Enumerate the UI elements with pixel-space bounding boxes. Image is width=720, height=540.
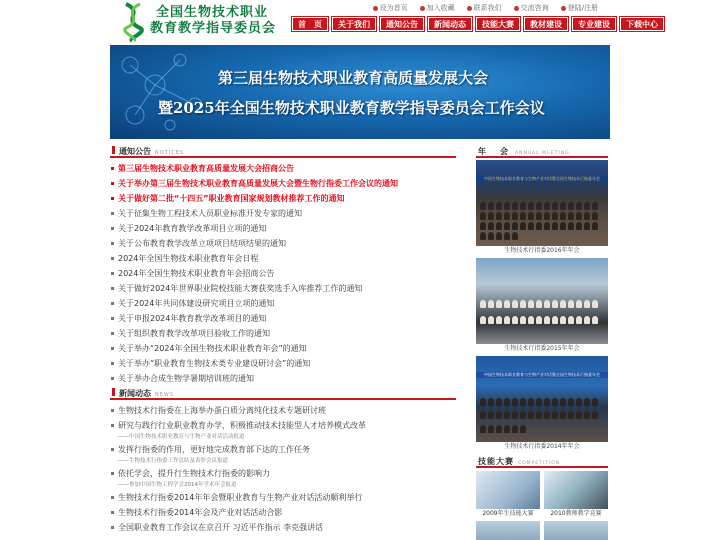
site-title[interactable] <box>150 5 276 37</box>
skills-gallery <box>476 471 608 519</box>
contact-us-link[interactable]: 联系我们 <box>467 3 502 13</box>
news-item[interactable]: 发挥行指委的作用，更好地完成教育部下达的工作任务 <box>110 442 456 457</box>
section-marker-icon <box>112 146 115 154</box>
notice-item[interactable]: 关于2024年共同体建设研究项目立项的通知 <box>110 296 456 311</box>
notice-item[interactable]: 关于2024年教育教学改革项目立项的通知 <box>110 221 456 236</box>
annual-header <box>476 146 608 158</box>
photo-banner-text: 中国生物技术职业教育与生物产业对话暨全国生物技术行指委年会 <box>476 176 608 182</box>
photo-banner-text: 中国生物技术职业教育与生物产业对话暨全国生物技术行指委年会 <box>476 372 608 378</box>
skill-caption: 2010教师教学竞赛 <box>550 510 602 517</box>
skill-item[interactable] <box>544 471 608 519</box>
site-title-line2: 教育教学指导委员会 <box>150 21 277 36</box>
audience-decoration <box>480 202 604 240</box>
molecule-decoration-icon <box>110 45 230 139</box>
nav-downloads[interactable]: 下载中心 <box>620 17 664 31</box>
nav-competition[interactable]: 技能大赛 <box>476 17 520 31</box>
notice-item[interactable]: 2024年全国生物技术职业教育年会招商公告 <box>110 266 456 281</box>
news-item-subtitle: ——生物技术行指委工作总结及表彰会议报道 <box>118 458 229 464</box>
annual-subtitle: ANNUAL MEETING <box>515 151 570 156</box>
bullet-icon <box>561 6 566 11</box>
news-item[interactable]: 研究与践行行业职业教育办学，积极推动技术技能型人才培养模式改革 <box>110 418 456 433</box>
hero-banner[interactable] <box>110 45 610 139</box>
notice-item[interactable]: 关于举办“2024年全国生物技术职业教育年会”的通知 <box>110 341 456 356</box>
banner-headline-2: 暨2025年全国生物技术职业教育教学指导委员会工作会议 <box>158 99 545 117</box>
skills-title[interactable]: 技能大赛 <box>478 457 514 466</box>
skill-photo <box>544 471 608 509</box>
site-container <box>110 0 658 540</box>
news-subtitle: NEWS <box>155 392 175 398</box>
notice-item[interactable]: 2024年全国生物技术职业教育年会日程 <box>110 251 456 266</box>
annual-photo-2014[interactable] <box>476 356 608 442</box>
site-title-line1: 全国生物技术职业 <box>156 5 269 20</box>
notice-item[interactable]: 关于举办合成生物学暑期培训班的通知 <box>110 371 456 386</box>
news-item[interactable]: 全国职业教育工作会议在京召开 习近平作指示 李克强讲话 <box>110 520 456 535</box>
annual-title[interactable]: 年 会 <box>478 147 511 156</box>
news-item-subtitle: ——参加中国生物工程学会2014年学术年会报道 <box>118 482 237 488</box>
site-header <box>110 0 658 44</box>
news-item[interactable]: 生物技术行指委2014年会及产业对话活动合影 <box>110 505 456 520</box>
skills-gallery-row2 <box>476 521 608 540</box>
bullet-icon <box>514 6 519 11</box>
notice-item[interactable]: 关于征集生物工程技术人员职业标准开发专家的通知 <box>110 206 456 221</box>
notice-item[interactable]: 第三届生物技术职业教育高质量发展大会招商公告 <box>110 161 456 176</box>
notice-item[interactable]: 关于做好2024年世界职业院校技能大赛获奖选手入库推荐工作的通知 <box>110 281 456 296</box>
notice-item[interactable]: 关于组织教育教学改革项目验收工作的通知 <box>110 326 456 341</box>
news-list <box>110 400 456 535</box>
set-homepage-link[interactable]: 设为首页 <box>373 3 408 13</box>
consult-link[interactable]: 交流咨询 <box>514 3 549 13</box>
add-favorite-link[interactable]: 加入收藏 <box>420 3 455 13</box>
skill-photo[interactable] <box>544 521 608 540</box>
top-links <box>373 3 598 13</box>
notices-list <box>110 158 456 386</box>
annual-caption-2015[interactable]: 生物技术行指委2015年年会 <box>504 345 580 352</box>
news-header <box>110 388 456 400</box>
audience-decoration <box>480 398 604 436</box>
annual-caption-2016[interactable]: 生物技术行指委2016年年会 <box>504 247 580 254</box>
nav-notices[interactable]: 通知公告 <box>380 17 424 31</box>
nav-majors[interactable]: 专业建设 <box>572 17 616 31</box>
skill-photo <box>476 471 540 509</box>
notices-header <box>110 146 456 158</box>
bullet-icon <box>373 6 378 11</box>
banner-headline-1: 第三届生物技术职业教育高质量发展大会 <box>218 69 489 87</box>
nav-about[interactable]: 关于我们 <box>332 17 376 31</box>
notice-item[interactable]: 关于申报2024年教育教学改革项目的通知 <box>110 311 456 326</box>
news-title[interactable]: 新闻动态 <box>119 389 151 398</box>
bullet-icon <box>420 6 425 11</box>
news-item[interactable]: 生物技术行指委在上海举办蛋白质分离纯化技术专题研讨班 <box>110 403 456 418</box>
skills-subtitle: COMPETITION <box>518 461 561 466</box>
skill-photo[interactable] <box>476 521 540 540</box>
right-column <box>476 146 608 540</box>
left-column <box>110 146 456 535</box>
notices-subtitle: NOTICES <box>155 150 185 156</box>
nav-news[interactable]: 新闻动态 <box>428 17 472 31</box>
bullet-icon <box>467 6 472 11</box>
news-item[interactable]: 生物技术行指委2014年年会暨职业教育与生物产业对话活动顺利举行 <box>110 490 456 505</box>
main-nav <box>292 17 664 31</box>
notice-item[interactable]: 关于公布教育教学改革立项项目结项结果的通知 <box>110 236 456 251</box>
skill-item[interactable] <box>476 471 540 519</box>
notice-item[interactable]: 关于举办第三届生物技术职业教育高质量发展大会暨生物行指委工作会议的通知 <box>110 176 456 191</box>
nav-home[interactable]: 首 页 <box>292 17 328 31</box>
notices-title[interactable]: 通知公告 <box>119 147 151 156</box>
section-marker-icon <box>112 388 115 396</box>
login-register-link[interactable]: 登陆/注册 <box>561 3 598 13</box>
news-item[interactable]: 依托学会，提升行生物技术行指委的影响力 <box>110 466 456 481</box>
annual-caption-2014[interactable]: 生物技术行指委2014年年会 <box>504 443 580 450</box>
notice-item[interactable]: 关于做好第二批“十四五”职业教育国家规划教材推荐工作的通知 <box>110 191 456 206</box>
nav-textbooks[interactable]: 教材建设 <box>524 17 568 31</box>
skill-caption: 2009年生技能大赛 <box>482 510 534 517</box>
group-decoration <box>480 300 604 330</box>
news-item-subtitle: ——中国生物技术职业教育与生物产业对话活动报道 <box>118 434 245 440</box>
annual-photo-2016[interactable] <box>476 160 608 246</box>
notice-item[interactable]: 关于举办“职业教育生物技术类专业建设研讨会”的通知 <box>110 356 456 371</box>
dna-logo-icon[interactable] <box>118 2 148 42</box>
skills-header <box>476 456 608 468</box>
annual-photo-2015[interactable] <box>476 258 608 344</box>
